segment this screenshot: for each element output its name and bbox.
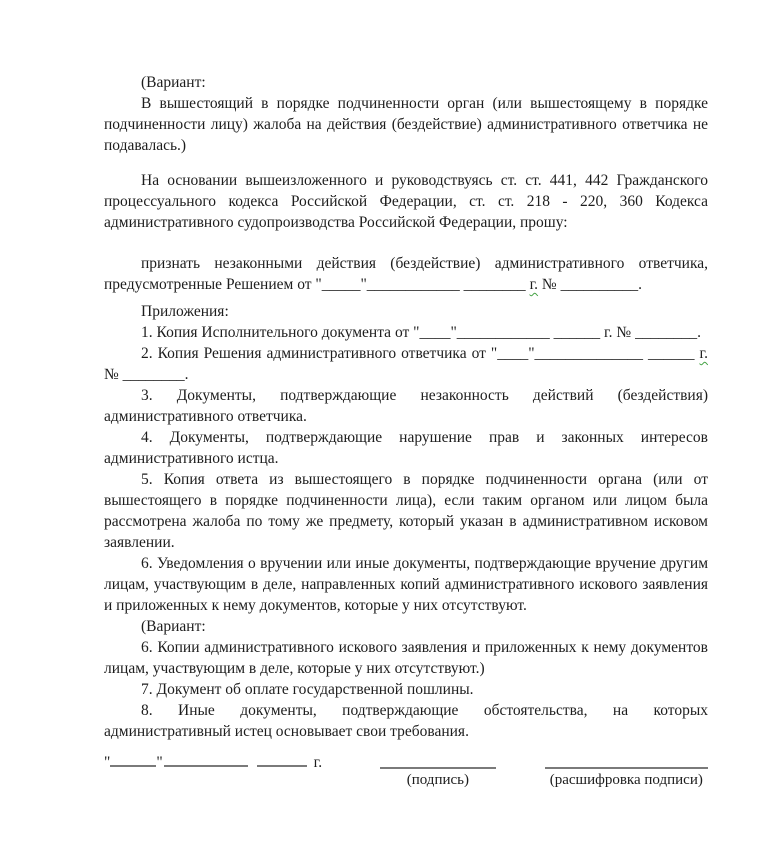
text-line: В вышестоящий в порядке подчиненности орган (или вышестоящему в порядке	[141, 95, 708, 112]
text-line: рассмотрена жалоба по тому же предмету, который указан в административном исковом	[104, 513, 708, 530]
item2-line1: 2. Копия Решения административного ответчика от "____"______________ ______	[141, 345, 700, 362]
attachment-item-3	[104, 385, 708, 427]
paragraph-variant-body	[104, 93, 708, 156]
text-line: 6. Уведомления о вручении или иные документы, подтверждающие вручение другим	[141, 555, 708, 572]
attachment-item-6-alt	[104, 637, 708, 679]
attachment-item-8	[104, 700, 708, 742]
text-line: административный истец основывает свои требования.	[104, 723, 469, 740]
text-line: подавалась.)	[104, 137, 187, 154]
date-year-abbrev: г.	[313, 754, 323, 771]
text-line: 3. Документы, подтверждающие незаконность действий (бездействия)	[141, 387, 708, 404]
date-blank-line	[104, 752, 322, 773]
signature-name-caption: (расшифровка подписи)	[549, 772, 703, 788]
date-close-quote: "	[156, 754, 163, 771]
signature-row	[104, 752, 708, 791]
attachment-item-5	[104, 469, 708, 553]
text-line: 1. Копия Исполнительного документа от "____"____________ ______ г. № ________.	[141, 324, 701, 341]
text-line: административного истца.	[104, 450, 279, 467]
spellcheck-underline-g: г.	[529, 276, 539, 293]
text-line: вышестоящего в порядке подчиненности лица), если таким органом или лицом была	[104, 492, 708, 509]
blank-line-spacer	[104, 156, 708, 170]
paragraph-variant-open	[104, 72, 708, 93]
spellcheck-underline-g: г.	[699, 345, 708, 362]
attachment-item-7	[104, 679, 708, 700]
claim-line1: признать незаконными действия (бездействие) административного ответчика,	[141, 255, 708, 272]
document-content	[104, 0, 708, 791]
text-line: заявлении.	[104, 534, 175, 551]
text-line: 8. Иные документы, подтверждающие обстоятельства, на которых	[141, 702, 708, 719]
attachment-item-4	[104, 427, 708, 469]
signature-line	[380, 752, 495, 769]
text-line	[104, 253, 708, 274]
paragraph-variant-open-2	[104, 616, 708, 637]
text-line: На основании вышеизложенного и руководствуясь ст. ст. 441, 442 Гражданского	[141, 172, 708, 189]
date-year-blank	[257, 752, 307, 767]
text-line: Приложения:	[141, 303, 229, 320]
claim-line2-number-blank: № __________.	[538, 276, 642, 293]
text-line: административного ответчика.	[104, 408, 307, 425]
text-line: подчиненности лицу) жалоба на действия (бездействие) административного ответчика не	[104, 116, 708, 133]
text-line	[104, 343, 708, 364]
text-line: (Вариант:	[141, 618, 206, 635]
blank-line-spacer	[104, 742, 708, 752]
attachment-item-1	[104, 322, 708, 343]
date-day-blank	[110, 752, 156, 767]
signature-sign-block	[380, 752, 495, 791]
attachments-title	[104, 301, 708, 322]
text-line: и приложенных к нему документов, которые у них отсутствуют.	[104, 597, 527, 614]
text-line: процессуального кодекса Российской Федерации, ст. ст. 218 - 220, 360 Кодекса	[104, 193, 708, 210]
attachment-item-2	[104, 343, 708, 385]
date-open-quote: "	[104, 754, 111, 771]
date-month-blank	[164, 752, 248, 767]
text-line: 6. Копии административного искового заявления и приложенных к нему документов	[141, 639, 708, 656]
signature-name-block	[545, 752, 708, 791]
item2-number-blank: № ________.	[104, 366, 189, 383]
text-line	[104, 274, 708, 295]
text-line: лицам, участвующим в деле, которые у них отсутствуют.)	[104, 660, 485, 677]
text-line: 4. Документы, подтверждающие нарушение прав и законных интересов	[141, 429, 708, 446]
attachment-item-6	[104, 553, 708, 616]
claim-line2: предусмотренные Решением от "_____"____________ ________	[104, 276, 530, 293]
text-line: (Вариант:	[141, 74, 206, 91]
text-line: административного судопроизводства Российской Федерации, прошу:	[104, 214, 568, 231]
text-line: 5. Копия ответа из вышестоящего в порядке подчиненности органа (или от	[141, 471, 708, 488]
text-line: 7. Документ об оплате государственной пошлины.	[141, 681, 474, 698]
text-line	[104, 364, 708, 385]
paragraph-legal-basis	[104, 170, 708, 233]
signature-name-line	[545, 752, 708, 769]
signature-caption: (подпись)	[406, 772, 469, 788]
text-line: лицам, участвующим в деле, направленных копий административного искового заявления	[104, 576, 708, 593]
blank-line-spacer	[104, 233, 708, 253]
paragraph-claim	[104, 253, 708, 295]
